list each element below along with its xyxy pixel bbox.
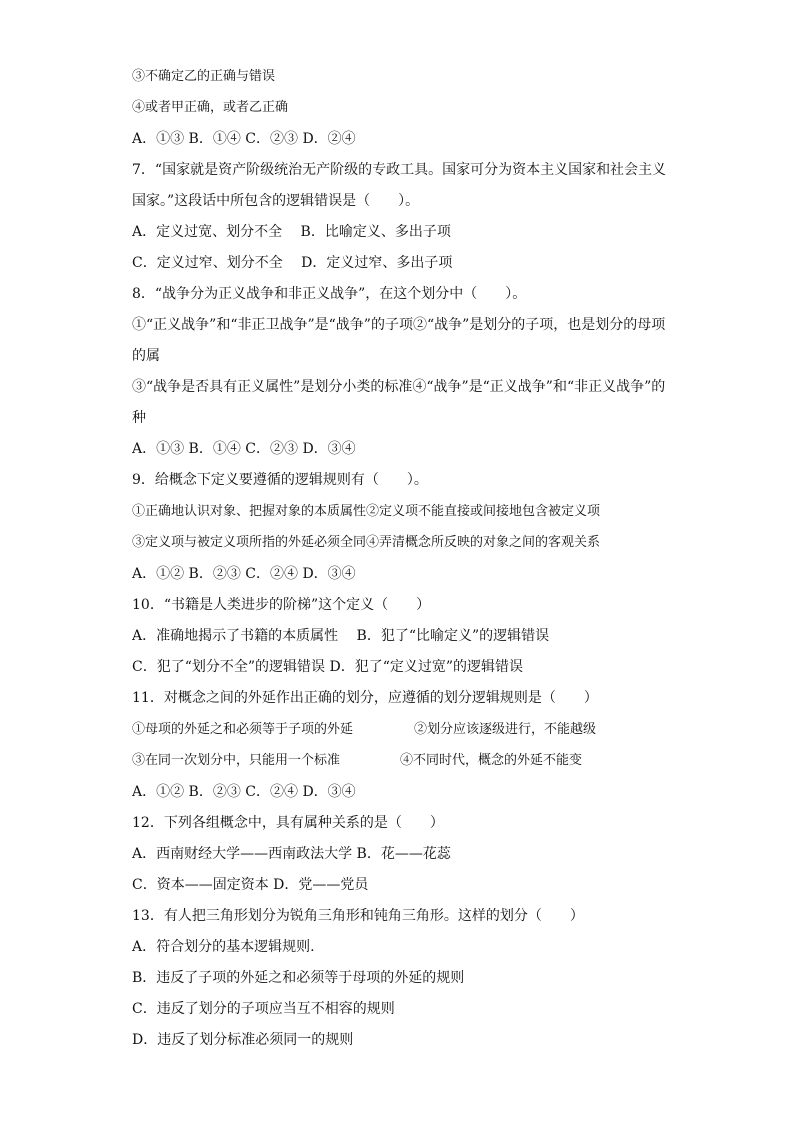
q13-option-d: D．违反了划分标准必须同一的规则 bbox=[132, 1032, 354, 1048]
q10-answers-ab: A．准确地揭示了书籍的本质属性 B．犯了“比喻定义”的逻辑错误 bbox=[132, 628, 550, 644]
q6-option-3: ③不确定乙的正确与错误 bbox=[132, 69, 276, 84]
q13-stem: 13．有人把三角形划分为锐角三角形和钝角三角形。这样的划分（ ） bbox=[132, 908, 584, 924]
q8-statement-4-continuation: 种 bbox=[132, 410, 146, 426]
q8-statement-1-2: ①“正义战争”和“非正卫战争”是“战争”的子项②“战争”是划分的子项，也是划分的母项 bbox=[132, 317, 666, 333]
q13-option-c: C．违反了划分的子项应当互不相容的规则 bbox=[132, 1001, 395, 1017]
q10-answers-cd: C．犯了“划分不全”的逻辑错误 D．犯了“定义过宽”的逻辑错误 bbox=[132, 659, 524, 675]
q12-answers-cd: C．资本——固定资本 D．党——党员 bbox=[132, 877, 369, 893]
q7-answers-cd: C．定义过窄、划分不全 D．定义过窄、多出子项 bbox=[132, 255, 453, 271]
q8-statement-continuation: 的属 bbox=[132, 348, 160, 364]
q11-statement-1: ①母项的外延之和必须等于子项的外延 bbox=[132, 722, 354, 737]
q12-stem: 12．下列各组概念中，具有属种关系的是（ ） bbox=[132, 815, 444, 831]
q10-stem: 10．“书籍是人类进步的阶梯”这个定义（ ） bbox=[132, 597, 431, 613]
q11-answers: A．①② B．②③ C．②④ D．③④ bbox=[132, 784, 356, 800]
q12-answers-ab: A．西南财经大学——西南政法大学 B．花——花蕊 bbox=[132, 846, 451, 862]
q8-statement-3-4: ③“战争是否具有正义属性”是划分小类的标准④“战争”是“正义战争”和“非正义战争”的 bbox=[132, 379, 666, 395]
q11-statement-4: ④不同时代，概念的外延不能变 bbox=[400, 753, 583, 768]
q11-statement-3: ③在同一次划分中，只能用一个标准 bbox=[132, 753, 341, 768]
q6-option-4: ④或者甲正确，或者乙正确 bbox=[132, 100, 289, 115]
q7-stem-line-1: 7．“国家就是资产阶级统治无产阶级的专政工具。国家可分为资本主义国家和社会主义 bbox=[132, 162, 667, 178]
q13-option-b: B．违反了子项的外延之和必须等于母项的外延的规则 bbox=[132, 970, 465, 986]
q9-statement-3-4: ③定义项与被定义项所指的外延必须全同④弄清概念所反映的对象之间的客观关系 bbox=[132, 535, 601, 550]
q8-answers: A．①③ B．①④ C．②③ D．③④ bbox=[132, 441, 356, 457]
q6-answers: A．①③ B．①④ C．②③ D．②④ bbox=[132, 131, 356, 147]
q11-stem: 11．对概念之间的外延作出正确的划分，应遵循的划分逻辑规则是（ ） bbox=[132, 690, 598, 706]
q8-stem: 8．“战争分为正义战争和非正义战争”，在这个划分中（ ）。 bbox=[132, 286, 527, 302]
q9-statement-1-2: ①正确地认识对象、把握对象的本质属性②定义项不能直接或间接地包含被定义项 bbox=[132, 504, 601, 519]
q9-answers: A．①② B．②③ C．②④ D．③④ bbox=[132, 566, 356, 582]
q7-answers-ab: A．定义过宽、划分不全 B．比喻定义、多出子项 bbox=[132, 224, 451, 240]
q11-statement-2: ②划分应该逐级进行，不能越级 bbox=[414, 722, 597, 737]
q13-option-a: A．符合划分的基本逻辑规则. bbox=[132, 939, 315, 955]
q7-stem-line-2: 国家。”这段话中所包含的逻辑错误是（ ）。 bbox=[132, 193, 420, 209]
q9-stem: 9．给概念下定义要遵循的逻辑规则有（ ）。 bbox=[132, 472, 428, 488]
